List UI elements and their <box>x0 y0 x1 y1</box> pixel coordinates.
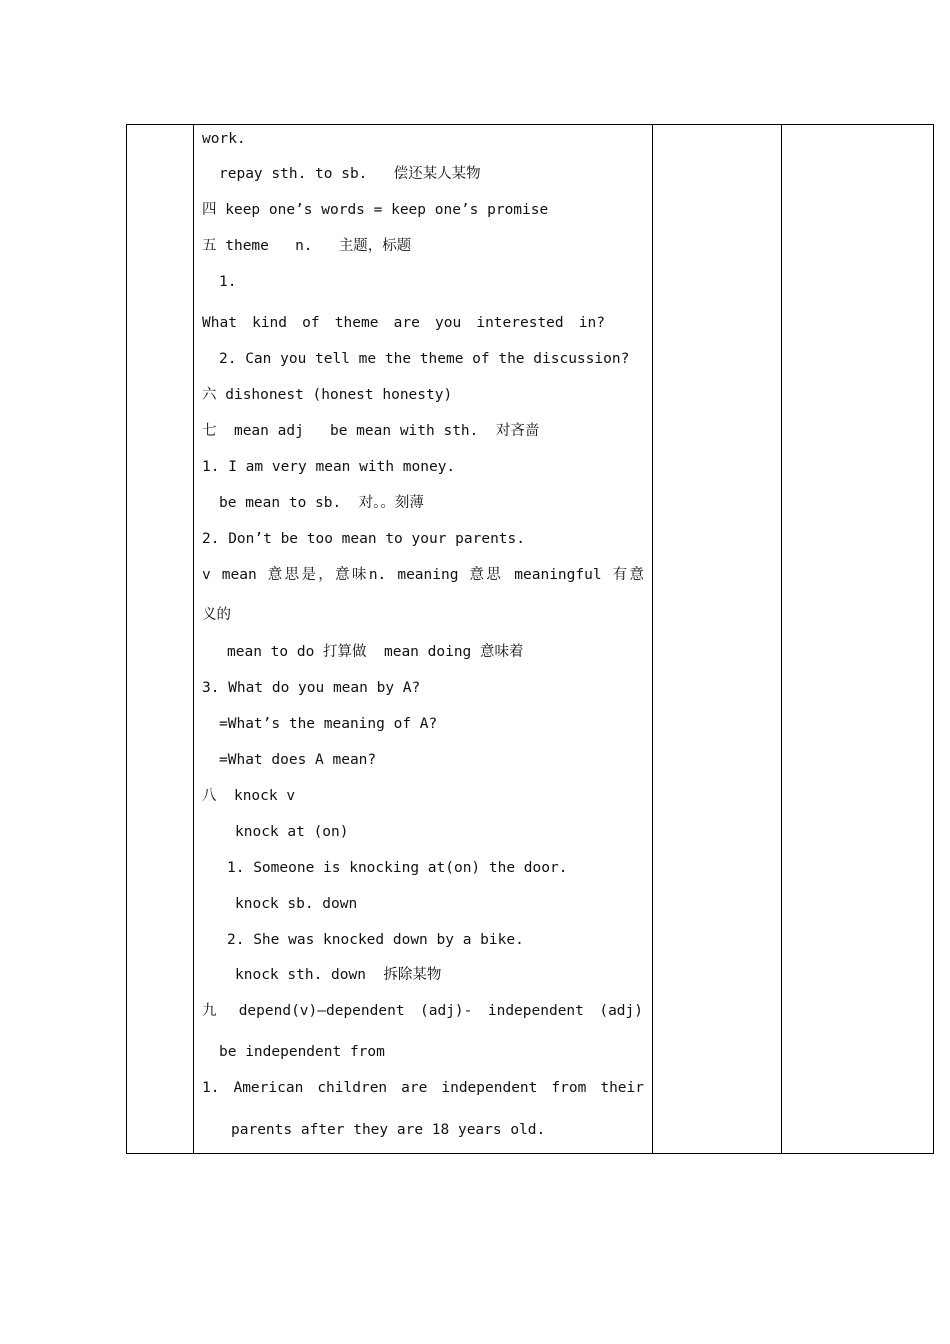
text-line: =What does A mean? <box>219 752 377 768</box>
text-line: be mean to sb. 对。。刻薄 <box>219 495 424 511</box>
text-line: 义的 <box>202 607 231 623</box>
text-line: 五 theme n. 主题，标题 <box>202 238 412 254</box>
text-line: mean to do 打算做 mean doing 意味着 <box>227 644 524 660</box>
text-line: work. <box>202 131 246 147</box>
column-divider-3 <box>781 125 782 1153</box>
text-line: 3. What do you mean by A? <box>202 680 421 696</box>
text-line: 2. Don’t be too mean to your parents. <box>202 531 526 547</box>
column-divider-2 <box>652 125 653 1153</box>
text-line: knock at (on) <box>235 824 349 840</box>
text-line: knock sth. down 拆除某物 <box>235 967 442 983</box>
text-line: 七 mean adj be mean with sth. 对吝啬 <box>202 423 540 439</box>
text-line: =What’s the meaning of A? <box>219 716 438 732</box>
text-line: 四 keep one’s words = keep one’s promise <box>202 202 549 218</box>
text-line: parents after they are 18 years old. <box>231 1122 546 1138</box>
text-line: 2. Can you tell me the theme of the discussion? <box>219 351 630 367</box>
text-line: 1. American children are independent from their <box>202 1080 644 1096</box>
text-line: 1. <box>219 274 237 290</box>
text-line: be independent from <box>219 1044 385 1060</box>
text-line: v mean 意思是，意味n. meaning 意思 meaningful 有意 <box>202 567 644 583</box>
text-line: repay sth. to sb. 偿还某人某物 <box>219 166 481 182</box>
text-line: 2. She was knocked down by a bike. <box>227 932 524 948</box>
notes-table <box>126 124 934 1154</box>
text-line: 六 dishonest (honest honesty) <box>202 387 453 403</box>
notes-content <box>194 125 652 1153</box>
text-line: 八 knock v <box>202 788 296 804</box>
text-line: 1. Someone is knocking at(on) the door. <box>227 860 568 876</box>
text-line: 九 depend(v)—dependent (adj)- independent (adj) <box>202 1003 643 1019</box>
text-line: What kind of theme are you interested in? <box>202 315 605 331</box>
text-line: 1. I am very mean with money. <box>202 459 456 475</box>
text-line: knock sb. down <box>235 896 358 912</box>
